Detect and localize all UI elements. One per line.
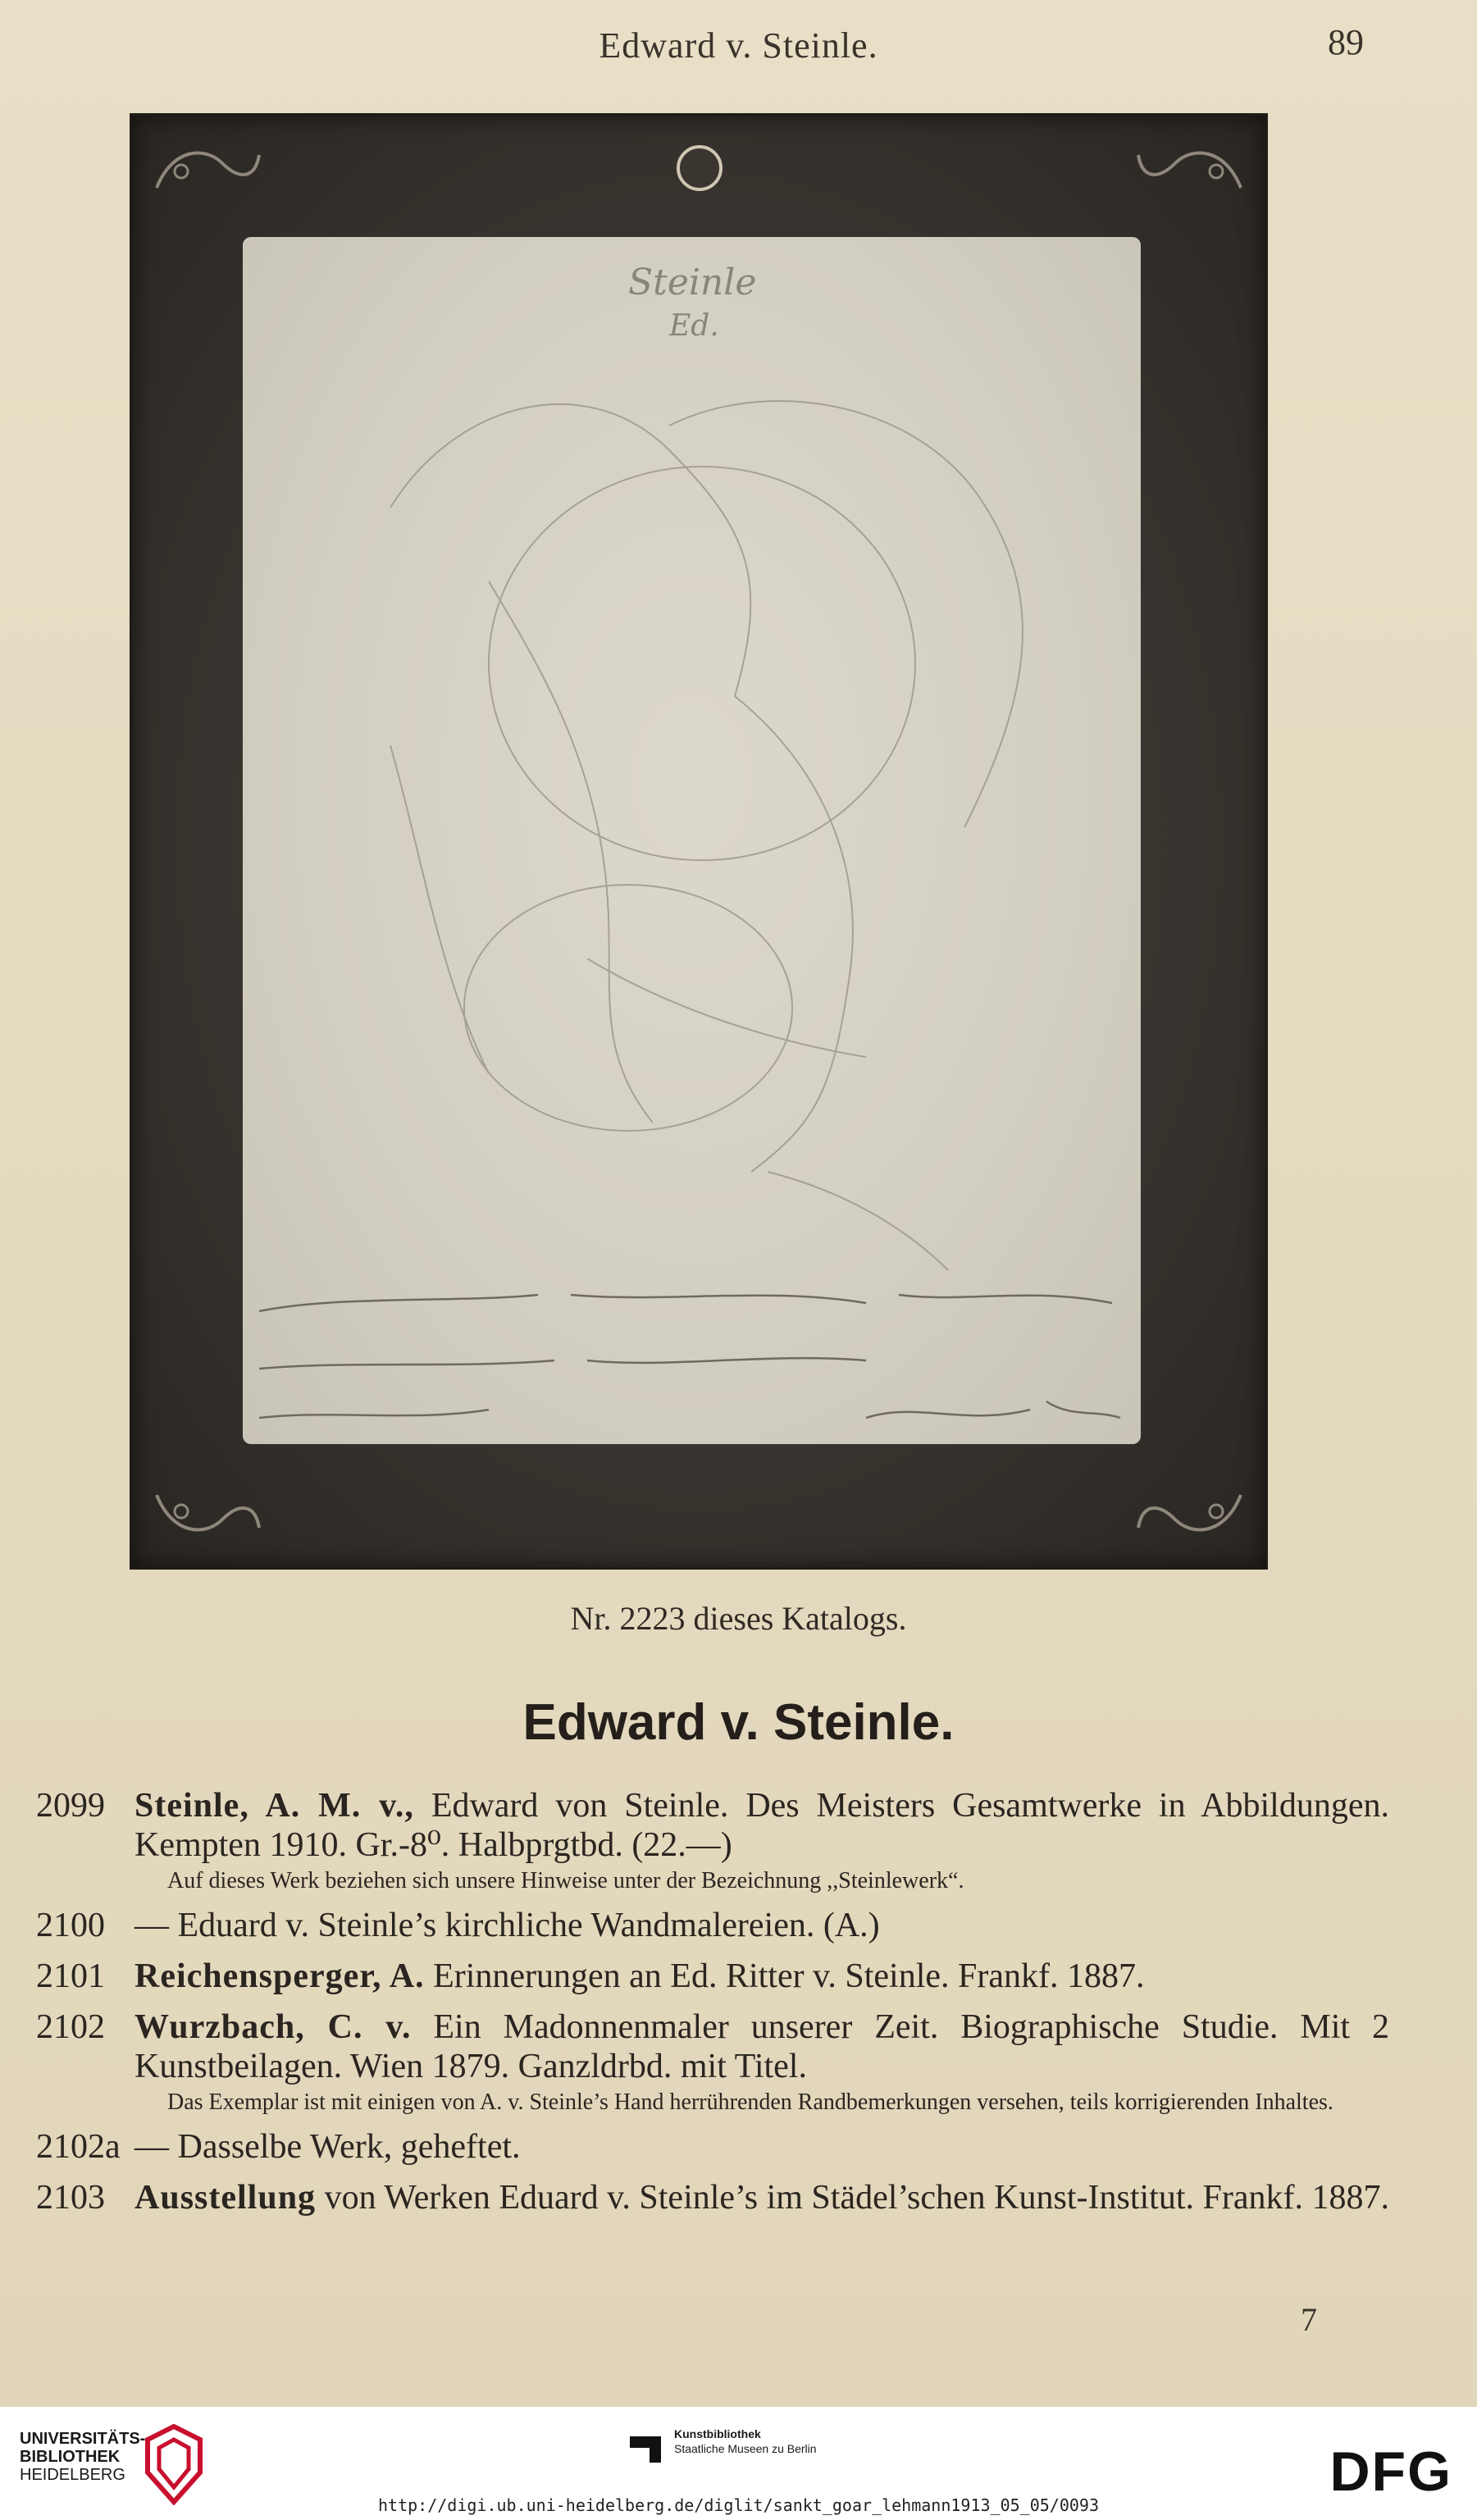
kb-subtitle: Staatliche Museen zu Berlin [674, 2442, 817, 2455]
catalog-entries [36, 1786, 1389, 2229]
ub-logo-line: UNIVERSITÄTS- [20, 2430, 146, 2448]
frame-corner-ornament [1134, 139, 1249, 204]
kunstbibliothek-mark-icon [628, 2430, 663, 2464]
catalog-entry [36, 1957, 1389, 1996]
entry-number: 2103 [36, 2179, 105, 2217]
frame-corner-ornament [148, 139, 263, 204]
digitization-footer [0, 2407, 1477, 2520]
entry-note: Das Exemplar ist mit einigen von A. v. Steinle’s Hand herrührenden Randbemerkungen versehen, teils korrigierenden Inhaltes. [167, 2089, 1333, 2115]
entry-author: Steinle, A. M. v., [134, 1787, 414, 1825]
sketch-lines [243, 237, 1141, 1444]
signature-mark: 7 [1301, 2301, 1317, 2338]
entry-text: Ein Madonnenmaler unserer Zeit. Biographische Studie. Mit 2 Kunstbeilagen. Wien 1879. Ganzldrbd. mit Titel. [134, 2008, 1389, 2085]
catalog-entry [36, 1906, 1389, 1945]
figure-caption: Nr. 2223 dieses Katalogs. [570, 1600, 907, 1637]
catalog-entry [36, 1786, 1389, 1894]
entry-number: 2101 [36, 1957, 105, 1995]
ub-logo-line: HEIDELBERG [20, 2466, 125, 2484]
kunstbibliothek-text [674, 2427, 937, 2456]
kb-title: Kunstbibliothek [674, 2427, 761, 2440]
frame-hook-ornament [677, 145, 723, 191]
ub-heidelberg-logo[interactable] [20, 2430, 145, 2484]
catalog-entry [36, 2178, 1389, 2217]
framed-drawing-photo [130, 113, 1268, 1570]
page-number: 89 [1328, 22, 1364, 62]
dfg-logo[interactable]: DFG [1329, 2440, 1452, 2503]
entry-text: Erinnerungen an Ed. Ritter v. Steinle. Frankf. 1887. [424, 1957, 1145, 1995]
entry-number: 2100 [36, 1907, 105, 1944]
entry-number: 2099 [36, 1787, 105, 1825]
entry-number: 2102a [36, 2128, 121, 2166]
section-title: Edward v. Steinle. [522, 1694, 955, 1751]
entry-author: Reichensperger, A. [134, 1957, 425, 1995]
entry-note: Auf dieses Werk beziehen sich unsere Hinweise unter der Bezeichnung ,,Steinlewerk“. [167, 1868, 964, 1893]
sketch-handwriting-name: Steinle [628, 262, 757, 303]
frame-corner-ornament [1134, 1479, 1249, 1544]
entry-author: Wurzbach, C. v. [134, 2008, 412, 2046]
source-url-link[interactable]: http://digi.ub.uni-heidelberg.de/diglit/sankt_goar_lehmann1913_05_05/0093 [378, 2495, 1099, 2515]
ub-logo-line: BIBLIOTHEK [20, 2448, 121, 2466]
catalog-entry [36, 2127, 1389, 2167]
entry-text: — Dasselbe Werk, geheftet. [134, 2128, 521, 2166]
entry-text: Edward von Steinle. Des Meisters Gesamtwerke in Abbildungen. Kempten 1910. Gr.-8⁰. Halbprgtbd. (22.—) [134, 1787, 1389, 1864]
entry-author: Ausstellung [134, 2179, 317, 2217]
catalog-entry [36, 2007, 1389, 2116]
frame-corner-ornament [148, 1479, 263, 1544]
entry-text: — Eduard v. Steinle’s kirchliche Wandmalereien. (A.) [134, 1907, 880, 1944]
pencil-sketch [243, 237, 1141, 1444]
entry-number: 2102 [36, 2008, 105, 2046]
sketch-handwriting-abbrev: Ed. [669, 309, 719, 343]
running-head: Edward v. Steinle. [599, 25, 878, 66]
entry-text: von Werken Eduard v. Steinle’s im Städel’schen Kunst-Institut. Frankf. 1887. [316, 2179, 1389, 2217]
ub-logo-mark-icon [141, 2423, 207, 2505]
